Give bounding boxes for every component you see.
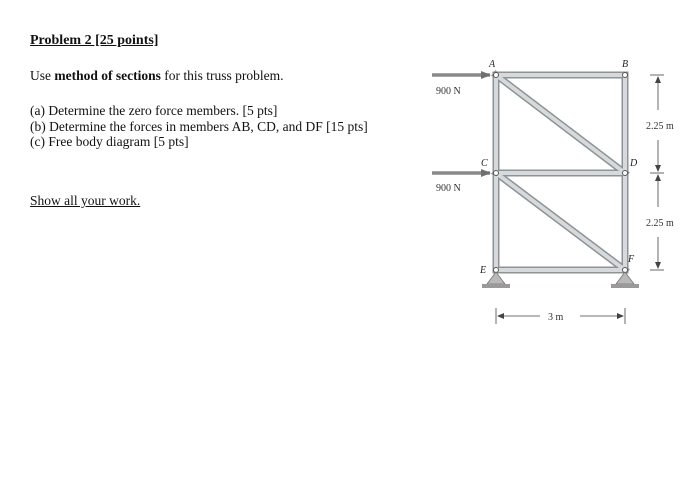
vertical-dimensions [650, 75, 664, 270]
part-b: (b) Determine the forces in members AB, CD, and DF [15 pts] [30, 118, 368, 134]
dim-label-upper: 2.25 m [646, 121, 674, 132]
load-label-middle: 900 N [436, 183, 461, 194]
problem-parts-list [30, 103, 405, 150]
joint-d [623, 171, 628, 176]
load-label-top: 900 N [436, 86, 461, 97]
joint-c [494, 171, 499, 176]
node-label-a: A [489, 59, 496, 70]
node-label-c: C [481, 158, 488, 169]
joint-a [494, 73, 499, 78]
problem-intro [30, 68, 284, 84]
intro-text-start: Use [30, 68, 55, 83]
intro-method-bold: method of sections [54, 68, 161, 83]
joint-b [623, 73, 628, 78]
node-label-e: E [480, 265, 487, 276]
node-label-b: B [622, 59, 629, 70]
node-label-d: D [630, 158, 638, 169]
truss-diagram [420, 50, 700, 340]
dim-label-lower: 2.25 m [646, 218, 674, 229]
intro-text-end: for this truss problem. [160, 68, 284, 83]
problem-title: Problem 2 [25 points] [30, 33, 159, 48]
dim-label-width: 3 m [548, 312, 564, 323]
node-label-f: F [628, 254, 635, 265]
part-c: (c) Free body diagram [5 pts] [30, 134, 189, 149]
roller-support-f [611, 272, 639, 288]
pin-support-e [482, 272, 510, 288]
part-a: (a) Determine the zero force members. [5 pts] [30, 103, 278, 118]
show-work-note: Show all your work. [30, 193, 141, 208]
